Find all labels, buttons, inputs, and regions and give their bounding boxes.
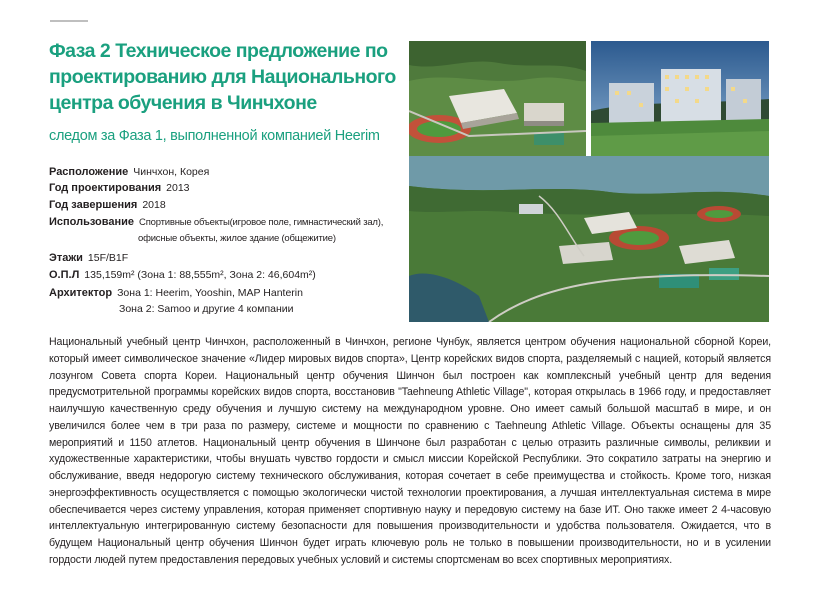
page-subtitle: следом за Фаза 1, выполненной компанией Heerim	[49, 128, 380, 144]
spec-architect	[49, 285, 303, 301]
spec-value: Чинчхон, Корея	[133, 166, 210, 178]
spec-value: 2018	[142, 199, 166, 211]
spec-label: Год завершения	[49, 199, 138, 211]
spec-value: Зона 1: Heerim, Yooshin, MAP Hanterin	[117, 287, 303, 299]
aerial-photo-campus	[409, 156, 769, 322]
spec-value: 2013	[166, 182, 190, 194]
spec-floors	[49, 250, 128, 266]
spec-label: Расположение	[49, 166, 129, 178]
spec-completion-year	[49, 197, 166, 213]
spec-gfa	[49, 267, 316, 283]
spec-location	[49, 164, 209, 180]
body-paragraph: Национальный учебный центр Чинчхон, расположенный в Чинчхон, регионе Чунбук, является центром обучения национальной сборной Кореи, который имеет символическое значение «Лидер мировых видов спорта», Центр корейских видов спорта, разделяемый с нацией, который является лозунгом Совета спорта Кореи. Национальный центр обучения Шинчон был построен как комплексный учебный центр для ведения предусмотрительной программы корейских видов спорта, восстановив "Taehneung Athletic Village", которая открылась в 1966 году, и предоставляет наилучшую качественную среду обучения и лучшую систему на международном уровне. Оно имеет самый большой масштаб в мире, и он увеличился более чем в три раза по размеру, системе и мощности по сравнению с Taehneung Athletic Village. Объекты оснащены для 35 мероприятий и 1150 атлетов. Национальный центр обучения в Шинчоне был разработан с целью отразить различные символы, реликвии и художественные характеристики, чтобы внушать чувство гордости и смысл миссии Корейской Республики. Это сократило затраты на энергию и обслуживание, введя недорогую систему технического обслуживания, которая сочетает в себе преимущества и стойкость. Кроме того, низкая энергоэффективность осуществляется с помощью экологически чистой технологии проектирования, а лучшая интеллектуальная система в мире обеспечивается через систему управления, которая применяет спортивную науку и передовую систему на базе ИТ. Оно также имеет 2 4-часовую интеллектуальную интегрированную систему безопасности для повышения производительности и удобства пользователя. Ожидается, что в будущем Национальный центр обучения Шинчон будет играть ключевую роль не только в повышении производительности, но и в усилении гордости людей путем предоставления передовых учебных условий и системы спортсменам во всех спортивных мероприятиях.	[49, 336, 771, 566]
spec-value: Спортивные объекты(игровое поле, гимнастический зал),	[139, 217, 384, 228]
top-rule	[50, 20, 88, 22]
spec-use-line2: офисные объекты, жилое здание (общежитие)	[138, 233, 336, 244]
spec-architect-line2: Зона 2: Samoo и другие 4 компании	[119, 303, 294, 315]
spec-label: Этажи	[49, 252, 83, 264]
page-title: Фаза 2 Техническое предложение по проектированию для Национального центра обучения в Чинчхоне	[49, 40, 396, 114]
spec-value: 135,159m² (Зона 1: 88,555m², Зона 2: 46,604m²)	[84, 269, 316, 281]
spec-use	[49, 214, 383, 231]
spec-label: О.П.Л	[49, 269, 80, 281]
spec-label: Использование	[49, 216, 135, 228]
spec-design-year	[49, 180, 190, 196]
spec-value: 15F/B1F	[87, 252, 129, 264]
spec-label: Год проектирования	[49, 182, 162, 194]
aerial-photo-stadium	[409, 41, 586, 156]
dormitory-photo	[591, 41, 769, 156]
spec-label: Архитектор	[49, 287, 113, 299]
